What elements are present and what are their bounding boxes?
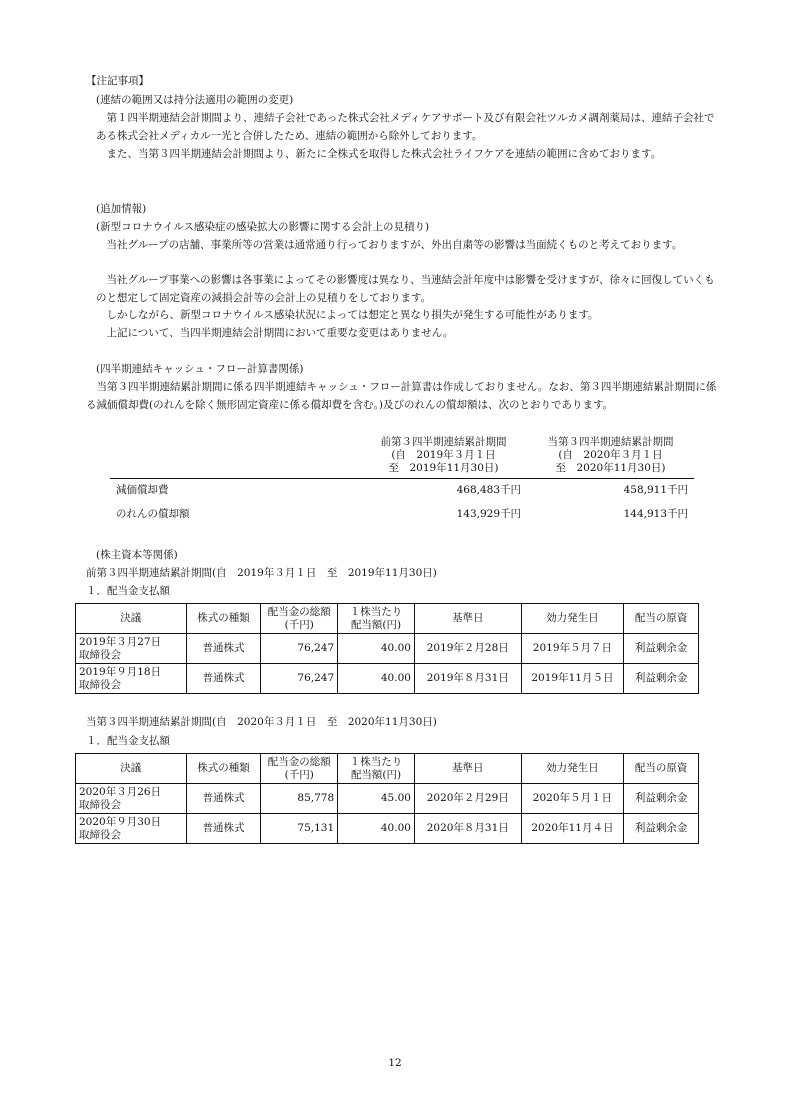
cashflow-curr-period-from: (自 2020年３月１日 — [558, 449, 663, 461]
col-per-share-line2: 配当額(円) — [350, 618, 402, 631]
additional-paragraph-2: 当社グループ事業への影響は各事業によってその影響度は異なり、当連結会計年度中は影響を受けますが、徐々に回復していくものと想定して固定資産の減損会計等の会計上の見積りをしております。 — [96, 274, 715, 304]
col-record-date: 基準日 — [414, 754, 521, 784]
equity-prev-subheading: １．配当金支払額 — [86, 585, 170, 597]
dividend-header-row — [76, 754, 699, 784]
cell-source: 利益剰余金 — [624, 784, 699, 814]
cell-record-date: 2019年２月28日 — [414, 634, 521, 664]
col-effective-date: 効力発生日 — [521, 754, 624, 784]
cashflow-header-curr — [527, 436, 694, 479]
col-effective-date: 効力発生日 — [521, 604, 624, 634]
dividend-row — [76, 784, 699, 814]
cell-resolution — [76, 784, 187, 814]
dividend-table-prev — [75, 603, 699, 694]
col-source: 配当の原資 — [624, 604, 699, 634]
resolution-body: 取締役会 — [79, 678, 121, 691]
cashflow-row-label: のれんの償却額 — [116, 508, 190, 520]
cell-effective-date: 2020年11月４日 — [521, 814, 624, 844]
cashflow-row-curr-value: 458,911千円 — [623, 484, 688, 497]
dividend-row — [76, 634, 699, 664]
page-number: 12 — [388, 1057, 402, 1069]
col-per-share-line1: １株当たり — [349, 756, 403, 768]
col-per-share-line1: １株当たり — [349, 606, 403, 618]
cell-source: 利益剰余金 — [624, 634, 699, 664]
cashflow-row-prev-value: 468,483千円 — [456, 484, 521, 497]
resolution-date: 2019年９月18日 — [79, 666, 162, 678]
cell-total: 76,247 — [261, 634, 338, 664]
cell-share-type: 普通株式 — [186, 634, 261, 664]
cell-total: 76,247 — [261, 664, 338, 694]
cell-effective-date: 2020年５月１日 — [521, 784, 624, 814]
additional-paragraph-1: 当社グループの店舗、事業所等の営業は通常通り行っておりますが、外出自粛等の影響は当面続くものと考えております。 — [106, 239, 683, 251]
cell-share-type: 普通株式 — [186, 664, 261, 694]
cashflow-header-prev — [360, 436, 527, 479]
cashflow-prev-period-from: (自 2019年３月１日 — [391, 449, 496, 461]
cell-source: 利益剰余金 — [624, 664, 699, 694]
cashflow-table — [110, 436, 694, 527]
resolution-body: 取締役会 — [79, 648, 121, 661]
dividend-row — [76, 814, 699, 844]
cell-share-type: 普通株式 — [186, 814, 261, 844]
cashflow-row-depreciation — [110, 479, 694, 503]
cell-per-share: 40.00 — [338, 634, 415, 664]
cell-record-date: 2020年２月29日 — [414, 784, 521, 814]
cell-per-share: 45.00 — [338, 784, 415, 814]
resolution-date: 2020年３月26日 — [79, 786, 162, 798]
col-total — [261, 754, 338, 784]
cell-per-share: 40.00 — [338, 814, 415, 844]
equity-prev-period: 前第３四半期連結累計期間(自 2019年３月１日 至 2019年11月30日) — [86, 567, 437, 579]
col-share-type: 株式の種類 — [186, 754, 261, 784]
col-total-line2: (千円) — [284, 618, 314, 631]
col-resolution: 決議 — [76, 754, 187, 784]
cashflow-heading: (四半期連結キャッシュ・フロー計算書関係) — [96, 363, 304, 375]
cashflow-paragraph: 当第３四半期連結累計期間に係る四半期連結キャッシュ・フロー計算書は作成しておりません。なお、第３四半期連結累計期間に係る減価償却費(のれんを除く無形固定資産に係る償却費を含む。)及びのれんの償却額は、次のとおりであります。 — [86, 381, 717, 411]
cell-per-share: 40.00 — [338, 664, 415, 694]
cashflow-prev-period-title: 前第３四半期連結累計期間 — [380, 436, 507, 448]
additional-paragraph-4: 上記について、当四半期連結会計期間において重要な変更はありません。 — [106, 327, 454, 339]
cashflow-prev-period-to: 至 2019年11月30日) — [388, 462, 499, 474]
cashflow-curr-period-title: 当第３四半期連結累計期間 — [547, 436, 674, 448]
col-per-share — [338, 754, 415, 784]
cell-total: 85,778 — [261, 784, 338, 814]
cell-effective-date: 2019年５月７日 — [521, 634, 624, 664]
equity-curr-subheading: １．配当金支払額 — [86, 735, 170, 747]
cell-total: 75,131 — [261, 814, 338, 844]
col-total — [261, 604, 338, 634]
cashflow-curr-period-to: 至 2020年11月30日) — [555, 462, 666, 474]
cashflow-row-prev-value: 143,929千円 — [456, 508, 521, 520]
cell-resolution — [76, 664, 187, 694]
cashflow-row-curr-value: 144,913千円 — [623, 508, 688, 520]
notes-heading: 【注記事項】 — [86, 75, 149, 87]
dividend-row — [76, 664, 699, 694]
scope-paragraph-1: 第１四半期連結会計期間より、連結子会社であった株式会社メディケアサポート及び有限会社ツルカメ調剤薬局は、連結子会社である株式会社メディカル一光と合併したため、連結の範囲から除外しております。 — [96, 112, 715, 142]
resolution-date: 2019年３月27日 — [79, 636, 162, 648]
cashflow-header-blank — [110, 436, 360, 479]
additional-subheading: (新型コロナウイルス感染症の感染拡大の影響に関する会計上の見積り) — [96, 221, 430, 233]
resolution-date: 2020年９月30日 — [79, 816, 162, 828]
cell-source: 利益剰余金 — [624, 814, 699, 844]
equity-curr-period: 当第３四半期連結累計期間(自 2020年３月１日 至 2020年11月30日) — [86, 716, 437, 728]
cell-effective-date: 2019年11月５日 — [521, 664, 624, 694]
col-per-share-line2: 配当額(円) — [350, 768, 402, 781]
cashflow-row-goodwill — [110, 503, 694, 527]
col-total-line1: 配当金の総額 — [267, 756, 331, 768]
col-source: 配当の原資 — [624, 754, 699, 784]
scope-heading: (連結の範囲又は持分法適用の範囲の変更) — [96, 94, 294, 106]
cashflow-row-label: 減価償却費 — [116, 484, 169, 497]
cell-share-type: 普通株式 — [186, 784, 261, 814]
resolution-body: 取締役会 — [79, 798, 121, 811]
cell-resolution — [76, 634, 187, 664]
col-share-type: 株式の種類 — [186, 604, 261, 634]
cell-resolution — [76, 814, 187, 844]
dividend-header-row — [76, 604, 699, 634]
col-per-share — [338, 604, 415, 634]
equity-heading: (株主資本等関係) — [96, 549, 178, 561]
scope-paragraph-2: また、当第３四半期連結会計期間より、新たに全株式を取得した株式会社ライフケアを連結の範囲に含めております。 — [106, 148, 662, 160]
cashflow-header-row — [110, 436, 694, 479]
resolution-body: 取締役会 — [79, 828, 121, 841]
dividend-table-curr — [75, 753, 699, 844]
col-record-date: 基準日 — [414, 604, 521, 634]
cell-record-date: 2019年８月31日 — [414, 664, 521, 694]
col-resolution: 決議 — [76, 604, 187, 634]
col-total-line1: 配当金の総額 — [267, 606, 331, 618]
col-total-line2: (千円) — [284, 768, 314, 781]
cell-record-date: 2020年８月31日 — [414, 814, 521, 844]
additional-heading: (追加情報) — [96, 203, 147, 215]
additional-paragraph-3: しかしながら、新型コロナウイルス感染状況によっては想定と異なり損失が発生する可能性があります。 — [106, 309, 599, 321]
